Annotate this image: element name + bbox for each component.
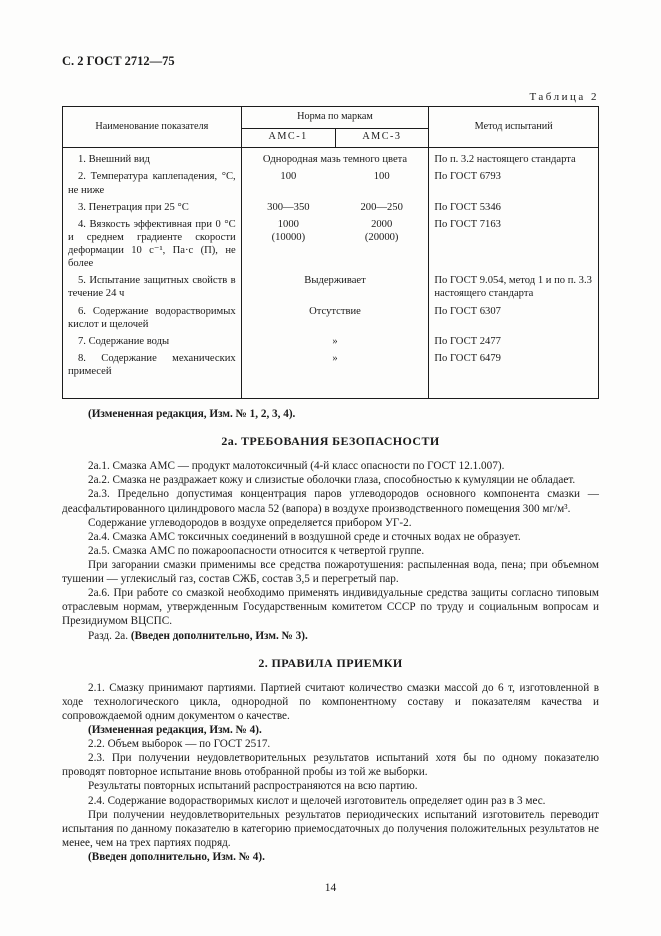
paragraph: 2.4. Содержание водорастворимых кислот и щелочей изготовитель определяет один раз в 3 мес.: [88, 794, 546, 807]
table-row: [63, 217, 599, 274]
table-row: [63, 334, 599, 351]
col-header-amc3: АМС-3: [335, 128, 429, 148]
norm-amc3-cell: 200—250: [360, 201, 403, 213]
col-header-norm: Норма по маркам: [241, 107, 429, 129]
norm-value-note: (10000): [271, 231, 306, 243]
table-row: [63, 304, 599, 334]
indicator-cell: 4. Вязкость эффективная при 0 °С и среднем градиенте скорости деформации 10 с⁻¹, Па·с (П), не более: [63, 217, 242, 274]
table-header: [63, 107, 599, 148]
method-cell: По ГОСТ 5346: [429, 200, 599, 217]
col-header-amc1: АМС-1: [241, 128, 335, 148]
paragraph: При получении неудовлетворительных результатов периодических испытаний изготовитель переводит испытания по данному показателю в категорию приемосдаточных до получения положительных результатов не менее, чем на трех партиях подряд.: [62, 808, 599, 849]
table-caption: Таблица 2: [529, 91, 599, 103]
norm-value-note: (20000): [364, 231, 399, 243]
indicator-cell: 3. Пенетрация при 25 °С: [63, 200, 242, 217]
paragraph: 2а.5. Смазка АМС по пожароопасности относится к четвертой группе.: [88, 544, 425, 557]
method-cell: По ГОСТ 6307: [429, 304, 599, 334]
indicator-cell: 2. Температура каплепадения, °С, не ниже: [63, 169, 242, 199]
page-number: 14: [324, 882, 337, 894]
table-row: [63, 351, 599, 399]
paragraph: 2.2. Объем выборок — по ГОСТ 2517.: [88, 738, 271, 751]
norm-amc1-cell: 100: [280, 171, 297, 183]
paragraph: При загорании смазки применимы все средства пожаротушения: распыленная вода, пена; при объемном тушении — углекислый газ, состав СЖБ, состав 3,5 и перегретый пар.: [62, 559, 599, 586]
table-body: [63, 148, 599, 399]
paragraph: 2а.6. При работе со смазкой необходимо применять индивидуальные средства защиты согласно типовым отраслевым нормам, утвержденным Государственным комитетом СССР по труду и социальным вопросам и Президиумом ВЦСПС.: [62, 587, 599, 628]
indicator-cell: 8. Содержание механических примесей: [63, 351, 242, 399]
norm-amc1-cell: 300—350: [267, 201, 310, 213]
specifications-table: [62, 106, 599, 399]
method-cell: По ГОСТ 6793: [429, 169, 599, 199]
table-row: [63, 200, 599, 217]
indicator-cell: 5. Испытание защитных свойств в течение 24 ч: [63, 273, 242, 303]
table-amendment-note: (Измененная редакция, Изм. № 1, 2, 3, 4).: [88, 408, 296, 421]
indicator-cell: 7. Содержание воды: [63, 334, 242, 351]
col-header-indicator: Наименование показателя: [63, 107, 242, 148]
norm-amc3-cell: [335, 217, 429, 274]
col-header-method: Метод испытаний: [429, 107, 599, 148]
norm-cell: Отсутствие: [309, 305, 361, 317]
indicator-cell: 1. Внешний вид: [63, 148, 242, 170]
norm-amc3-cell: 100: [373, 171, 390, 183]
paragraph: Результаты повторных испытаний распространяются на всю партию.: [88, 780, 418, 793]
paragraph: 2а.2. Смазка не раздражает кожу и слизистые оболочки глаза, способностью к кумуляции не обладает.: [88, 474, 576, 487]
norm-value: 2000: [371, 218, 393, 230]
section-heading-acceptance: 2. ПРАВИЛА ПРИЕМКИ: [258, 655, 403, 670]
norm-value: 1000: [277, 218, 299, 230]
section-footer-bold: (Введен дополнительно, Изм. № 3).: [130, 629, 308, 642]
paragraph: Содержание углеводородов в воздухе определяется прибором УГ-2.: [88, 516, 412, 529]
paragraph: 2.3. При получении неудовлетворительных результатов испытаний хотя бы по одному показателю проводят повторное испытание вновь отобранной пробы из той же выборки.: [62, 752, 599, 779]
indicator-cell: 6. Содержание водорастворимых кислот и щелочей: [63, 304, 242, 334]
paragraph: 2.1. Смазку принимают партиями. Партией считают количество смазки массой до 6 т, изготовленной в ходе технологического цикла, однородной по компонентному составу и показателям качества и сопровождаемой одним документом о качестве.: [62, 681, 599, 722]
paragraph: 2а.4. Смазка АМС токсичных соединений в воздушной среде и сточных водах не образует.: [88, 530, 521, 543]
norm-cell: »: [332, 335, 338, 347]
method-cell: По ГОСТ 7163: [429, 217, 599, 274]
page-header: С. 2 ГОСТ 2712—75: [62, 54, 175, 68]
amendment-note: (Измененная редакция, Изм. № 4).: [88, 724, 262, 737]
norm-cell: »: [332, 352, 338, 364]
table-row: [63, 148, 599, 170]
table-row: [63, 169, 599, 199]
method-cell: По п. 3.2 настоящего стандарта: [429, 148, 599, 170]
norm-cell: Однородная мазь темного цвета: [262, 154, 408, 166]
table-row: [63, 273, 599, 303]
method-cell: По ГОСТ 9.054, метод 1 и по п. 3.3 настоящего стандарта: [429, 273, 599, 303]
section-footer-note: [62, 629, 599, 643]
section-footer-prefix: Разд. 2а.: [88, 629, 131, 642]
amendment-note: (Введен дополнительно, Изм. № 4).: [88, 851, 265, 863]
paragraph: 2а.1. Смазка АМС — продукт малотоксичный (4-й класс опасности по ГОСТ 12.1.007).: [88, 460, 505, 473]
method-cell: По ГОСТ 6479: [429, 351, 599, 399]
method-cell: По ГОСТ 2477: [429, 334, 599, 351]
section-heading-safety: 2а. ТРЕБОВАНИЯ БЕЗОПАСНОСТИ: [221, 434, 440, 449]
norm-amc1-cell: [241, 217, 335, 274]
paragraph: 2а.3. Предельно допустимая концентрация паров углеводородов основного компонента смазки — деасфальтированного цилиндрового масла 52 (вапора) в воздухе производственного помещения 300 мг/м³.: [62, 488, 599, 515]
norm-cell: Выдерживает: [304, 275, 366, 287]
